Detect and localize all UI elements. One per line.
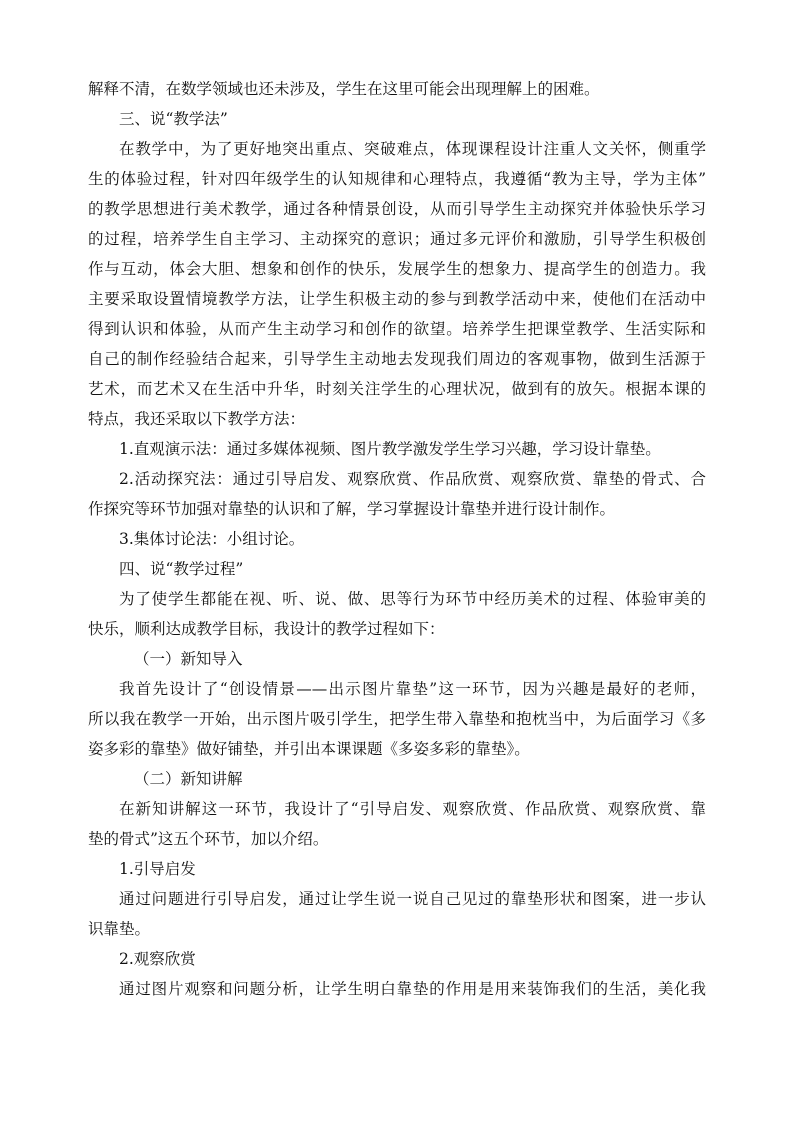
text-line: （二）新知讲解: [134, 770, 243, 788]
text-line: 垫的骨式”这五个环节，加以介绍。: [88, 830, 329, 848]
text-line: 1.直观演示法：通过多媒体视频、图片教学激发学生学习兴趣，学习设计靠垫。: [119, 440, 661, 458]
text-line: 我首先设计了“创设情景——出示图片靠垫”这一环节，因为兴趣是最好的老师，: [119, 680, 706, 698]
text-line: 的过程，培养学生自主学习、主动探究的意识；通过多元评价和激励，引导学生积极创: [88, 230, 706, 248]
text-line: 快乐，顺利达成教学目标，我设计的教学过程如下：: [88, 620, 445, 638]
text-line: 所以我在教学一开始，出示图片吸引学生，把学生带入靠垫和抱枕当中，为后面学习《多: [88, 710, 706, 728]
text-line: 姿多彩的靠垫》做好铺垫，并引出本课课题《多姿多彩的靠垫》。: [88, 740, 530, 758]
text-line: 通过问题进行引导启发，通过让学生说一说自己见过的靠垫形状和图案，进一步认: [119, 890, 706, 908]
text-line: 得到认识和体验，从而产生主动学习和创作的欲望。培养学生把课堂教学、生活实际和: [88, 320, 706, 338]
text-line: 通过图片观察和问题分析，让学生明白靠垫的作用是用来装饰我们的生活，美化我: [119, 980, 706, 998]
text-line: 作探究等环节加强对靠垫的认识和了解，学习掌握设计靠垫并进行设计制作。: [88, 500, 616, 518]
text-line: 在教学中，为了更好地突出重点、突破难点，体现课程设计注重人文关怀，侧重学: [119, 140, 706, 158]
text-line: 艺术，而艺术又在生活中升华，时刻关注学生的心理状况，做到有的放矢。根据本课的: [88, 380, 706, 398]
text-line: （一）新知导入: [134, 650, 243, 668]
text-line: 自己的制作经验结合起来，引导学生主动地去发现我们周边的客观事物，做到生活源于: [88, 350, 706, 368]
text-line: 2.观察欣赏: [119, 950, 196, 968]
text-line: 为了使学生都能在视、听、说、做、思等行为环节中经历美术的过程、体验审美的: [119, 590, 706, 608]
text-line: 在新知讲解这一环节，我设计了“引导启发、观察欣赏、作品欣赏、观察欣赏、靠: [119, 800, 706, 818]
text-line: 三、说“教学法”: [119, 110, 228, 128]
text-line: 四、说“教学过程”: [119, 560, 244, 578]
text-line: 的教学思想进行美术教学，通过各种情景创设，从而引导学生主动探究并体验快乐学习: [88, 200, 706, 218]
text-line: 识靠垫。: [88, 920, 151, 938]
text-line: 主要采取设置情境教学方法，让学生积极主动的参与到教学活动中来，使他们在活动中: [88, 290, 706, 308]
document-body: [88, 74, 706, 1004]
text-line: 3.集体讨论法：小组讨论。: [119, 530, 305, 548]
text-line: 生的体验过程，针对四年级学生的认知规律和心理特点，我遵循“教为主导，学为主体”: [88, 170, 706, 188]
text-line: 解释不清，在数学领域也还未涉及，学生在这里可能会出现理解上的困难。: [88, 80, 600, 98]
text-line: 2.活动探究法：通过引导启发、观察欣赏、作品欣赏、观察欣赏、靠垫的骨式、合: [119, 470, 706, 488]
text-line: 作与互动，体会大胆、想象和创作的快乐，发展学生的想象力、提高学生的创造力。我: [88, 260, 706, 278]
text-line: 1.引导启发: [119, 860, 196, 878]
text-line: 特点，我还采取以下教学方法：: [88, 410, 306, 428]
